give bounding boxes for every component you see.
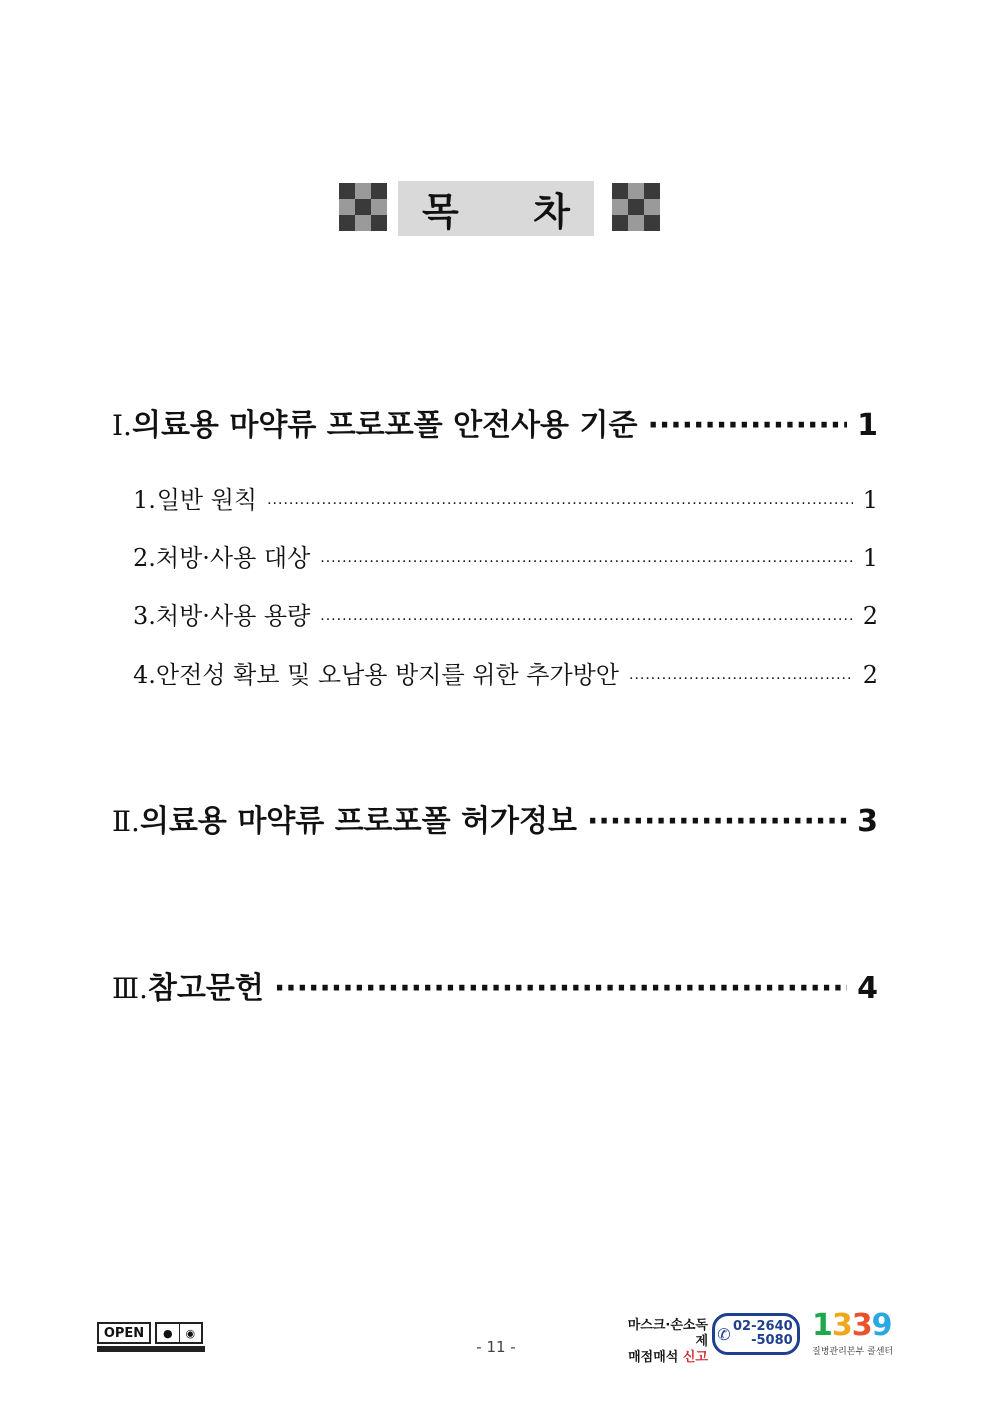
toc-subsection-1[interactable] (133, 480, 878, 515)
section-title: 의료용 마약류 프로포폴 허가정보 (139, 804, 577, 839)
subsection-number: 3. (133, 602, 156, 630)
toc-subsection-2[interactable] (133, 538, 878, 573)
subsection-title: 일반 원칙 (156, 486, 258, 514)
call-center-logo (812, 1310, 902, 1360)
section-numeral: Ⅱ. (112, 805, 140, 838)
decorative-squares-icon (339, 183, 387, 231)
report-line-2 (620, 1350, 708, 1366)
license-symbols-icon: ● ◉ (155, 1322, 203, 1344)
page-number: - 11 - (476, 1338, 516, 1356)
report-label: 신고 (682, 1350, 708, 1365)
report-hoarding: 매점매석 (628, 1350, 679, 1365)
subsection-title: 처방·사용 대상 (155, 544, 311, 572)
phone-number (733, 1320, 797, 1348)
toc-subsection-4[interactable] (133, 655, 878, 690)
section-numeral: Ⅰ. (112, 409, 132, 442)
toc-section-1[interactable] (112, 400, 878, 444)
dot-leader (267, 486, 853, 514)
call-digit: 3 (851, 1308, 872, 1343)
phone-icon: ✆ (717, 1324, 731, 1344)
subsection-number: 2. (133, 544, 156, 572)
dot-leader (647, 408, 847, 443)
subsection-page-number: 2 (862, 602, 878, 630)
open-logo-text: OPEN (97, 1322, 151, 1344)
subsection-title: 처방·사용 용량 (155, 602, 311, 630)
section-title: 참고문헌 (147, 971, 264, 1006)
call-digit: 3 (831, 1308, 852, 1343)
title-right-char: 차 (533, 190, 570, 234)
title-left-char: 목 (422, 190, 459, 234)
subsection-number: 1. (133, 486, 156, 514)
section-page-number: 1 (857, 408, 878, 443)
toc-subsection-3[interactable] (133, 596, 878, 631)
phone-line-1: 02-2640 (733, 1319, 793, 1334)
subsection-page-number: 1 (862, 486, 878, 514)
section-page-number: 4 (857, 971, 878, 1006)
toc-section-3[interactable] (112, 963, 878, 1007)
phone-badge (712, 1313, 800, 1355)
call-center-caption: 질병관리본부 콜센터 (812, 1347, 894, 1357)
phone-line-2: -5080 (751, 1333, 793, 1348)
call-center-number (812, 1310, 902, 1342)
section-numeral: Ⅲ. (112, 972, 148, 1005)
toc-title-block (0, 181, 992, 237)
toc-section-2[interactable] (112, 796, 878, 840)
call-digit: 9 (871, 1308, 892, 1343)
call-digit: 1 (812, 1308, 832, 1343)
subsection-page-number: 2 (862, 661, 878, 689)
section-title: 의료용 마약류 프로포폴 안전사용 기준 (131, 408, 638, 443)
dot-leader (587, 804, 847, 839)
dot-leader (629, 661, 853, 689)
decorative-squares-icon (612, 183, 660, 231)
subsection-title: 안전성 확보 및 오남용 방지를 위한 추가방안 (155, 661, 619, 689)
subsection-number: 4. (133, 661, 156, 689)
dot-leader (320, 602, 852, 630)
dot-leader (274, 971, 847, 1006)
section-page-number: 3 (857, 804, 878, 839)
subsection-page-number: 1 (862, 544, 878, 572)
report-hotline-text (620, 1318, 708, 1366)
report-line-1: 마스크·손소독제 (627, 1318, 708, 1349)
page-title (398, 181, 594, 236)
dot-leader (320, 544, 852, 572)
